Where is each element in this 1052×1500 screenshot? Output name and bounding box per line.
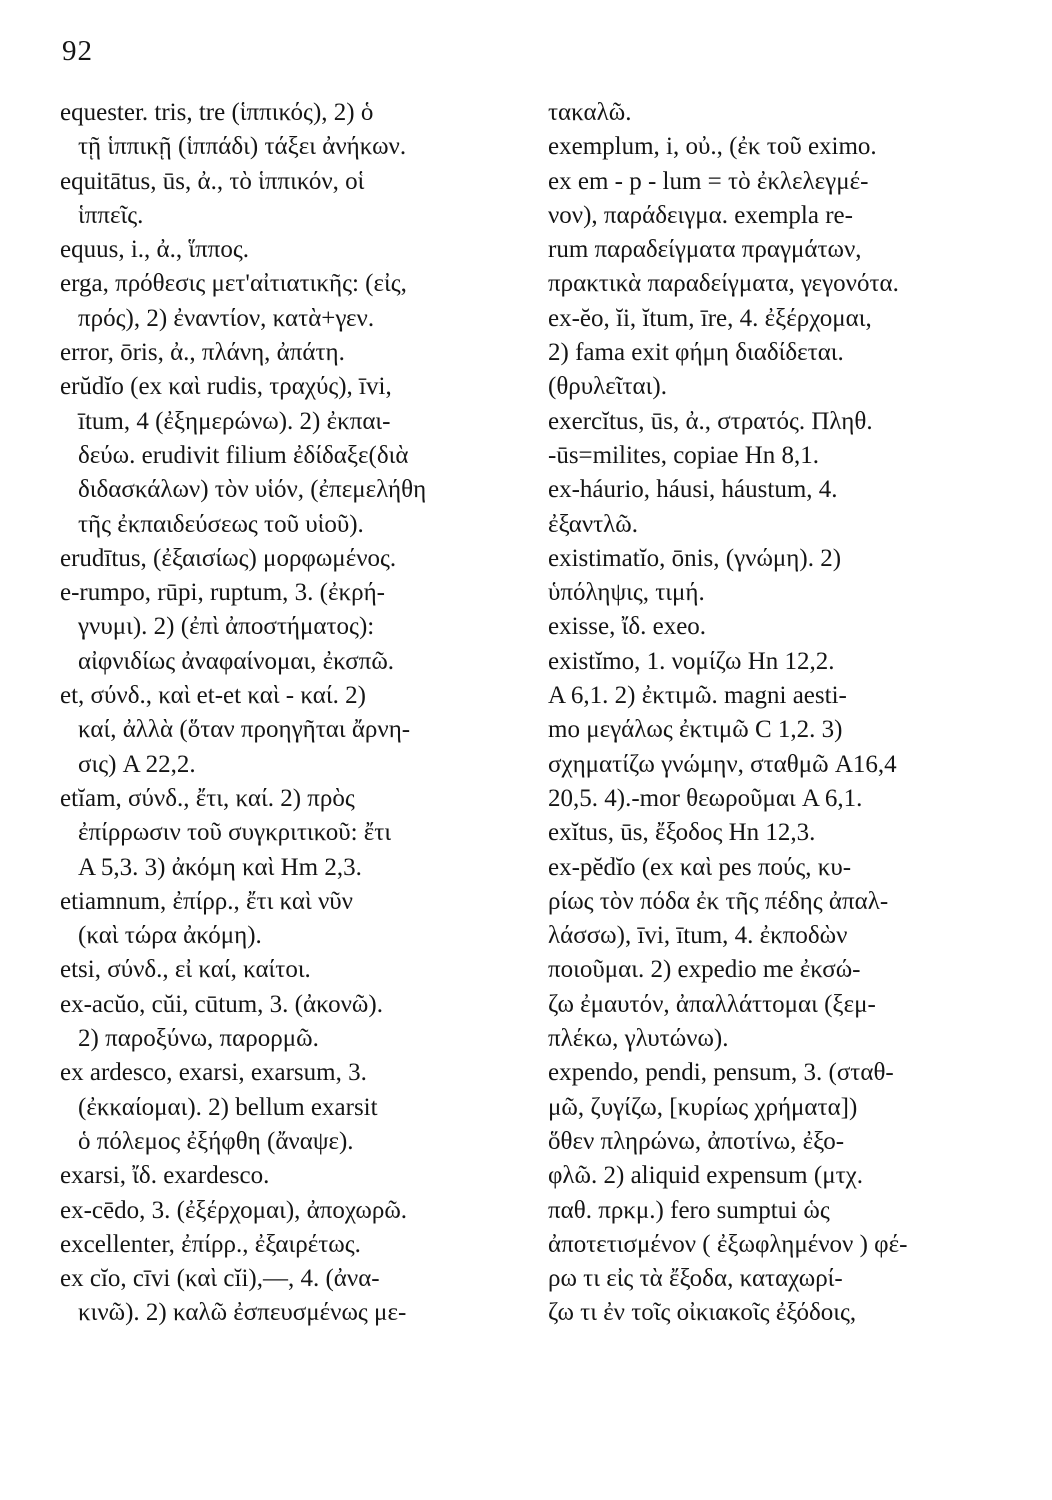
dictionary-line: τακαλῶ. (548, 99, 632, 126)
dictionary-line: etĭam, σύνδ., ἔτι, καί. 2) πρὸς (60, 784, 355, 812)
dictionary-line: ἱππεῖς. (78, 201, 144, 229)
dictionary-line: erudītus, (ἐξαισίως) μορφωμένος. (60, 544, 397, 572)
dictionary-line: ὁ πόλεμος ἐξήφθη (ἄναψε). (78, 1127, 354, 1155)
dictionary-line: rum παραδείγματα πραγμάτων, (548, 236, 862, 264)
dictionary-line: excellenter, ἐπίρρ., ἐξαιρέτως. (60, 1230, 361, 1258)
dictionary-line: σις) A 22,2. (78, 750, 196, 778)
dictionary-line: exercĭtus, ūs, ἀ., στρατός. Πληθ. (548, 407, 873, 435)
dictionary-line: existĭmo, 1. νομίζω Hn 12,2. (548, 647, 835, 675)
dictionary-line: (ἐκκαίομαι). 2) bellum exarsit (78, 1093, 378, 1121)
dictionary-line: existimatĭo, ōnis, (γνώμη). 2) (548, 544, 842, 572)
dictionary-line: διδασκάλων) τὸν υἱόν, (ἐπεμελήθη (78, 476, 427, 504)
dictionary-line: ὑπόληψις, τιμή. (548, 579, 705, 607)
dictionary-line: ζω ἐμαυτόν, ἀπαλλάττομαι (ξεμ- (548, 990, 876, 1018)
dictionary-line: equus, i., ἀ., ἵππος. (60, 236, 249, 264)
dictionary-line: μῶ, ζυγίζω, [κυρίως χρήματα]) (548, 1093, 858, 1121)
dictionary-line: 20,5. 4).-mor θεωροῦμαι A 6,1. (548, 784, 863, 812)
dictionary-line: equitātus, ūs, ἀ., τὸ ἱππικόν, οἱ (60, 167, 365, 195)
dictionary-line: ποιοῦμαι. 2) expedio me ἐκσώ- (548, 956, 861, 984)
dictionary-line: erŭdĭo (ex καὶ rudis, τραχύς), īvi, (60, 373, 392, 401)
dictionary-line: ex cĭo, cīvi (καὶ cĭi),—, 4. (ἀνα- (60, 1265, 380, 1293)
dictionary-line: ἀποτετισμένον ( ἐξωφλημένον ) φέ- (548, 1230, 908, 1258)
dictionary-line: ex-acŭo, cŭi, cūtum, 3. (ἀκονῶ). (60, 990, 383, 1018)
dictionary-line: σχηματίζω γνώμην, σταθμῶ A16,4 (548, 750, 897, 778)
dictionary-line: expendo, pendi, pensum, 3. (σταθ- (548, 1059, 894, 1087)
dictionary-line: ex-ĕo, ĭi, ĭtum, īre, 4. ἐξέρχομαι, (548, 304, 872, 332)
dictionary-line: πρακτικὰ παραδείγματα, γεγονότα. (548, 270, 899, 298)
page-number: 92 (62, 35, 93, 67)
dictionary-line: αἰφνιδίως ἀναφαίνομαι, ἐκσπῶ. (78, 647, 395, 675)
dictionary-line: 2) παροξύνω, παρορμῶ. (78, 1025, 319, 1053)
dictionary-line: λάσσω), īvi, ītum, 4. ἐκποδὼν (548, 922, 848, 950)
dictionary-line: ὅθεν πληρώνω, ἀποτίνω, ἐξο- (548, 1127, 845, 1155)
dictionary-line: e-rumpo, rūpi, ruptum, 3. (ἐκρή- (60, 579, 385, 607)
dictionary-line: (καὶ τώρα ἀκόμη). (78, 922, 262, 950)
dictionary-line: exarsi, ἴδ. exardesco. (60, 1162, 270, 1190)
dictionary-line: τῆς ἐκπαιδεύσεως τοῦ υἱοῦ). (78, 510, 364, 538)
dictionary-line: τῇ ἱππικῇ (ἱππάδι) τάξει ἀνήκων. (78, 133, 407, 161)
dictionary-line: ἐπίρρωσιν τοῦ συγκριτικοῦ: ἔτι (78, 819, 392, 847)
dictionary-line: et, σύνδ., καὶ et-et καὶ - καί. 2) (60, 682, 366, 710)
dictionary-line: 2) fama exit φήμη διαδίδεται. (548, 339, 844, 367)
dictionary-line: ex-pĕdĭo (ex καὶ pes πούς, κυ- (548, 853, 852, 881)
dictionary-line: ex ardesco, exarsi, exarsum, 3. (60, 1059, 367, 1087)
dictionary-line: mo μεγάλως ἐκτιμῶ C 1,2. 3) (548, 716, 843, 744)
dictionary-line: ρίως τὸν πόδα ἐκ τῆς πέδης ἀπαλ- (548, 887, 889, 915)
dictionary-line: ρω τι εἰς τὰ ἔξοδα, καταχωρί- (548, 1265, 843, 1293)
dictionary-line: πλέκω, γλυτώνω). (548, 1025, 729, 1053)
dictionary-line: ex em - p - lum = τὸ ἐκλελεγμέ- (548, 167, 869, 195)
dictionary-line: A 5,3. 3) ἀκόμη καὶ Hm 2,3. (78, 853, 362, 881)
dictionary-line: (θρυλεῖται). (548, 373, 667, 401)
dictionary-line: ἐξαντλῶ. (548, 510, 638, 538)
dictionary-line: καί, ἀλλὰ (ὅταν προηγῆται ἄρνη- (78, 716, 411, 744)
dictionary-line: -ūs=milites, copiae Hn 8,1. (548, 441, 819, 469)
dictionary-line: δεύω. erudivit filium ἐδίδαξε(διὰ (78, 441, 409, 469)
dictionary-line: ex-háurio, háusi, háustum, 4. (548, 476, 838, 504)
dictionary-line: ζω τι ἐν τοῖς οἰκιακοῖς ἐξόδοις, (548, 1299, 857, 1327)
dictionary-line: πρός), 2) ἐναντίον, κατὰ+γεν. (78, 304, 375, 332)
dictionary-line: ītum, 4 (ἐξημερώνω). 2) ἐκπαι- (78, 407, 391, 435)
dictionary-line: error, ōris, ἀ., πλάνη, ἀπάτη. (60, 339, 345, 367)
dictionary-line: φλῶ. 2) aliquid expensum (μτχ. (548, 1162, 864, 1190)
dictionary-line: κινῶ). 2) καλῶ ἐσπευσμένως με- (78, 1299, 407, 1327)
right-column (548, 96, 988, 1331)
dictionary-line: παθ. πρκμ.) fero sumptui ὡς (548, 1196, 830, 1224)
dictionary-line: γνυμι). 2) (ἐπὶ ἀποστήματος): (78, 613, 375, 641)
left-column (60, 96, 520, 1331)
dictionary-line: νον), παράδειγμα. exempla re- (548, 201, 853, 229)
dictionary-line: exisse, ἴδ. exeo. (548, 613, 707, 641)
dictionary-line: exemplum, i, οὐ., (ἐκ τοῦ eximo. (548, 133, 877, 161)
dictionary-line: etsi, σύνδ., εἰ καί, καίτοι. (60, 956, 311, 984)
dictionary-line: erga, πρόθεσις μετ'αἰτιατικῆς: (εἰς, (60, 270, 407, 298)
dictionary-line: etiamnum, ἐπίρρ., ἔτι καὶ νῦν (60, 887, 353, 915)
dictionary-line: ex-cēdo, 3. (ἐξέρχομαι), ἀποχωρῶ. (60, 1196, 408, 1224)
dictionary-line: equester. tris, tre (ἱππικός), 2) ὁ (60, 99, 374, 126)
dictionary-line: A 6,1. 2) ἐκτιμῶ. magni aesti- (548, 682, 847, 710)
dictionary-line: exĭtus, ūs, ἔξοδος Hn 12,3. (548, 819, 816, 847)
